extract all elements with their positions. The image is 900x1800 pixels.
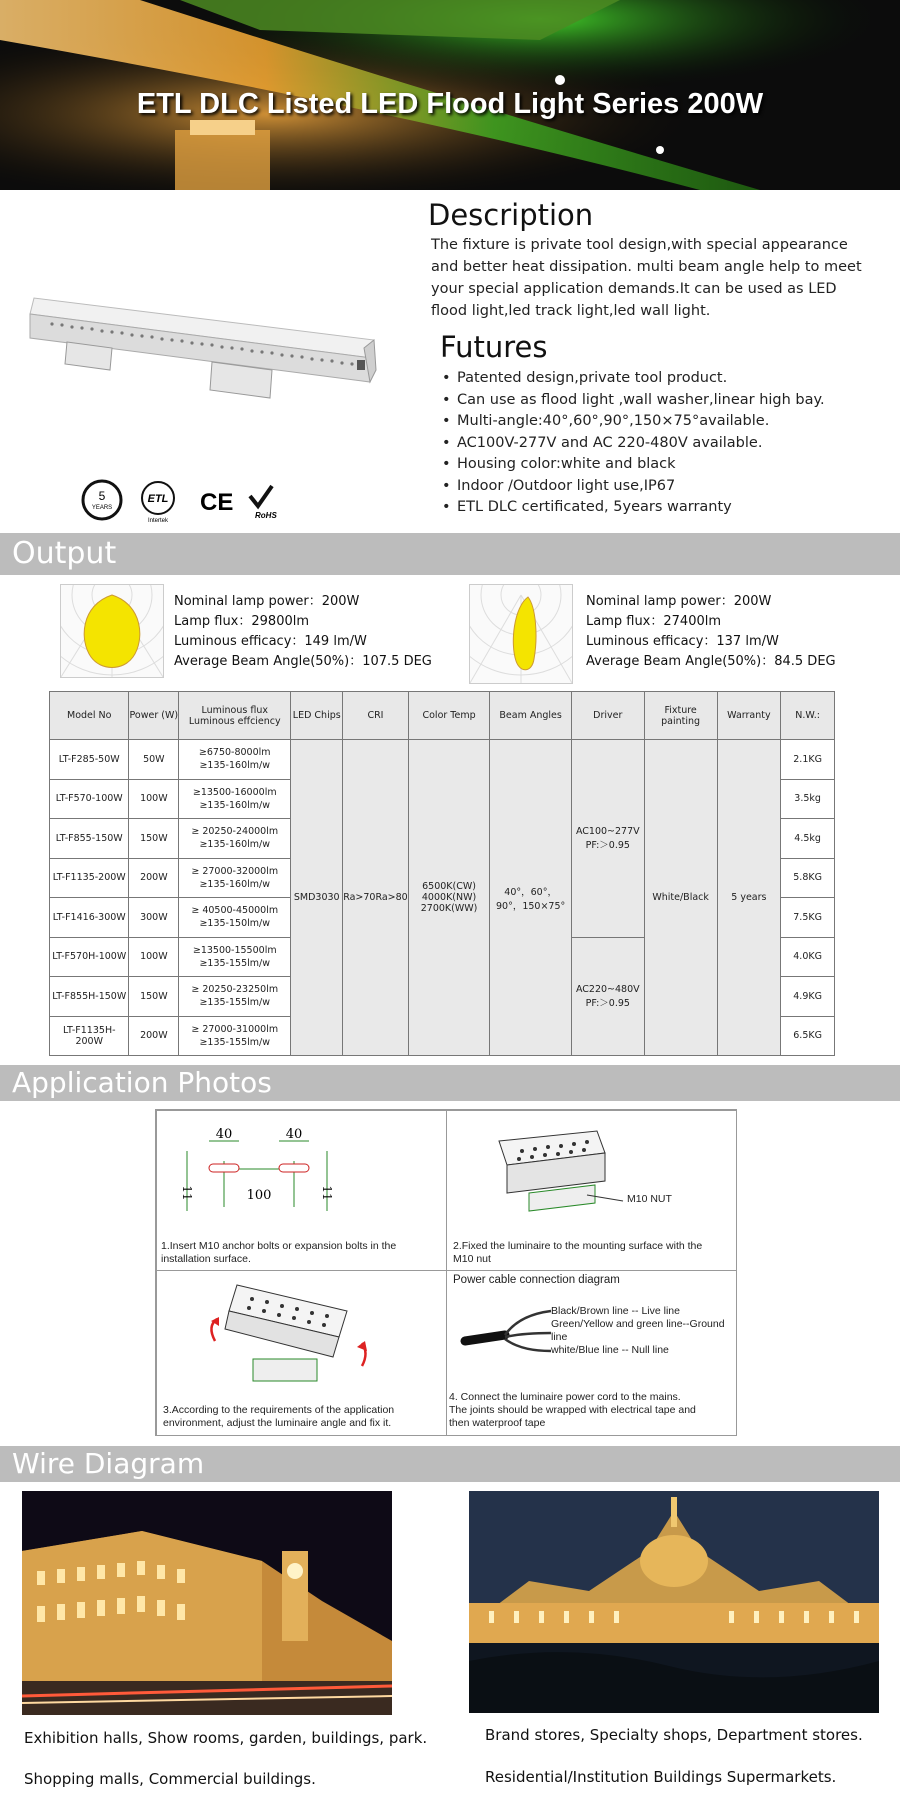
cell-flux: ≥ 27000-32000lm ≥135-160lm/w xyxy=(179,858,291,898)
futures-item: • AC100V-277V and AC 220-480V available. xyxy=(442,433,882,455)
installation-diagram-grid xyxy=(155,1109,737,1436)
cell-flux: ≥ 20250-24000lm ≥135-160lm/w xyxy=(179,819,291,859)
cell-flux: ≥ 27000-31000lm ≥135-155lm/w xyxy=(179,1016,291,1056)
cell-driver-a: AC100~277V PF:＞0.95 xyxy=(571,740,644,938)
mounted-luminaire-drawing xyxy=(447,1111,737,1236)
certification-logos xyxy=(80,478,300,528)
cell-model: LT-F570-100W xyxy=(50,779,129,819)
cell-flux: ≥13500-15500lm ≥135-155lm/w xyxy=(179,937,291,977)
description-text: The fixture is private tool design,with special appearance and better heat dissipation. multi beam angle help to meet your special application demands.It can be used as LED flood light,led track light,led wall light. xyxy=(431,237,862,319)
cell-weight: 6.5KG xyxy=(781,1016,835,1056)
wire-legend: Black/Brown line -- Live line Green/Yellow and green line--Ground line white/Blue line -- Null line xyxy=(551,1305,725,1356)
cell-model: LT-F570H-100W xyxy=(50,937,129,977)
m10-nut-label: M10 NUT xyxy=(627,1193,672,1205)
cell-model: LT-F285-50W xyxy=(50,740,129,780)
cell-weight: 4.9KG xyxy=(781,977,835,1017)
cell-weight: 4.0KG xyxy=(781,937,835,977)
cell-power: 150W xyxy=(129,819,179,859)
etl-logo-icon xyxy=(142,482,174,524)
install-step-2 xyxy=(446,1110,737,1271)
svg-text:100: 100 xyxy=(246,1188,272,1203)
futures-item: • ETL DLC certificated, 5years warranty xyxy=(442,497,882,519)
section-title-output: Output xyxy=(0,533,900,575)
cell-model: LT-F1416-300W xyxy=(50,898,129,938)
futures-list xyxy=(442,368,882,519)
cell-weight: 2.1KG xyxy=(781,740,835,780)
cell-flux: ≥ 40500-45000lm ≥135-150lm/w xyxy=(179,898,291,938)
cell-power: 200W xyxy=(129,858,179,898)
ce-mark-icon: CE xyxy=(200,489,234,516)
futures-item: • Housing color:white and black xyxy=(442,454,882,476)
cell-model: LT-F855-150W xyxy=(50,819,129,859)
output-specs-2 xyxy=(586,592,836,672)
header-painting: Fixture painting xyxy=(644,692,717,740)
futures-item: • Can use as flood light ,wall washer,linear high bay. xyxy=(442,390,882,412)
photo-right-caption-2: Residential/Institution Buildings Supermarkets. xyxy=(485,1768,837,1786)
hero-banner xyxy=(0,0,900,190)
step-1-caption: 1.Insert M10 anchor bolts or expansion bolts in the installation surface. xyxy=(161,1240,397,1265)
rohs-logo-icon xyxy=(250,486,277,520)
cell-flux: ≥6750-8000lm ≥135-160lm/w xyxy=(179,740,291,780)
power-cable-heading: Power cable connection diagram xyxy=(453,1274,620,1286)
step-2-caption: 2.Fixed the luminaire to the mounting surface with the M10 nut xyxy=(453,1240,703,1265)
header-cri: CRI xyxy=(343,692,409,740)
svg-text:YEARS: YEARS xyxy=(91,505,113,511)
nominal-power: Nominal lamp power：200W xyxy=(586,594,772,609)
futures-item: • Indoor /Outdoor light use,IP67 xyxy=(442,476,882,498)
luminous-efficacy: Luminous efficacy：137 lm/W xyxy=(586,634,779,649)
header-warranty: Warranty xyxy=(717,692,781,740)
section-title-wire: Wire Diagram xyxy=(0,1446,900,1482)
cell-driver-b: AC220~480V PF:＞0.95 xyxy=(571,937,644,1056)
angle-adjustment-drawing xyxy=(157,1271,447,1396)
futures-item: • Patented design,private tool product. xyxy=(442,368,882,390)
step-4-caption: 4. Connect the luminaire power cord to the mains. The joints should be wrapped with electrical tape and then waterproof tape xyxy=(449,1391,696,1429)
install-step-1 xyxy=(156,1110,447,1271)
cell-power: 100W xyxy=(129,779,179,819)
polar-distribution-diagram xyxy=(60,584,164,678)
svg-text:11: 11 xyxy=(180,1185,194,1201)
cell-cri: Ra>70Ra>80 xyxy=(343,740,409,1056)
cell-warranty: 5 years xyxy=(717,740,781,1056)
output-specs-1 xyxy=(174,592,432,672)
fixture-image xyxy=(22,290,382,420)
futures-title: Futures xyxy=(440,330,548,364)
beam-angle: Average Beam Angle(50%)：107.5 DEG xyxy=(174,654,432,669)
cell-flux: ≥13500-16000lm ≥135-160lm/w xyxy=(179,779,291,819)
cell-model: LT-F1135-200W xyxy=(50,858,129,898)
install-step-4 xyxy=(446,1270,737,1436)
svg-text:40: 40 xyxy=(215,1127,233,1142)
header-color-temp: Color Temp xyxy=(408,692,490,740)
cell-power: 300W xyxy=(129,898,179,938)
cell-model: LT-F855H-150W xyxy=(50,977,129,1017)
table-row xyxy=(50,740,835,780)
lamp-flux: Lamp flux：29800lm xyxy=(174,614,310,629)
photo-left-caption-1: Exhibition halls, Show rooms, garden, buildings, park. xyxy=(24,1729,428,1747)
polar-distribution-diagram xyxy=(469,584,573,684)
svg-text:40: 40 xyxy=(285,1127,303,1142)
cell-weight: 3.5kg xyxy=(781,779,835,819)
cell-power: 200W xyxy=(129,1016,179,1056)
section-title-application: Application Photos xyxy=(0,1065,900,1101)
hero-title: ETL DLC Listed LED Flood Light Series 200W xyxy=(136,88,764,120)
futures-item: • Multi-angle:40°,60°,90°,150×75°available. xyxy=(442,411,882,433)
install-step-3 xyxy=(156,1270,447,1436)
anchor-bolt-dimension-drawing xyxy=(157,1111,447,1231)
cell-power: 150W xyxy=(129,977,179,1017)
svg-text:11: 11 xyxy=(320,1185,334,1201)
cell-power: 50W xyxy=(129,740,179,780)
header-led-chips: LED Chips xyxy=(291,692,343,740)
cell-color-temp: 6500K(CW) 4000K(NW) 2700K(WW) xyxy=(408,740,490,1056)
cell-flux: ≥ 20250-23250lm ≥135-155lm/w xyxy=(179,977,291,1017)
cell-weight: 4.5kg xyxy=(781,819,835,859)
product-section xyxy=(0,190,900,530)
cell-power: 100W xyxy=(129,937,179,977)
cell-model: LT-F1135H-200W xyxy=(50,1016,129,1056)
luminous-efficacy: Luminous efficacy：149 lm/W xyxy=(174,634,367,649)
cell-beam-angles: 40°，60°， 90°，150×75° xyxy=(490,740,571,1056)
header-power: Power (W) xyxy=(129,692,179,740)
header-weight: N.W.: xyxy=(781,692,835,740)
header-driver: Driver xyxy=(571,692,644,740)
header-model: Model No xyxy=(50,692,129,740)
spec-table xyxy=(49,691,835,1056)
description-title: Description xyxy=(428,198,594,232)
beam-angle: Average Beam Angle(50%)：84.5 DEG xyxy=(586,654,836,669)
warranty-badge-icon xyxy=(83,481,121,519)
cell-weight: 5.8KG xyxy=(781,858,835,898)
table-header-row xyxy=(50,692,835,740)
cell-painting: White/Black xyxy=(644,740,717,1056)
photo-left-caption-2: Shopping malls, Commercial buildings. xyxy=(24,1770,316,1788)
nominal-power: Nominal lamp power：200W xyxy=(174,594,360,609)
photo-parliament-night xyxy=(469,1491,879,1713)
cell-weight: 7.5KG xyxy=(781,898,835,938)
svg-text:RoHS: RoHS xyxy=(255,511,277,520)
header-flux: Luminous flux Luminous effciency xyxy=(179,692,291,740)
svg-text:5: 5 xyxy=(98,489,106,503)
cell-led-chips: SMD3030 xyxy=(291,740,343,1056)
svg-text:ETL: ETL xyxy=(147,493,169,505)
photo-bund-buildings xyxy=(22,1491,392,1715)
photo-right-caption-1: Brand stores, Specialty shops, Department stores. xyxy=(485,1726,863,1744)
lamp-flux: Lamp flux：27400lm xyxy=(586,614,722,629)
step-3-caption: 3.According to the requirements of the application environment, adjust the luminaire angle and fix it. xyxy=(163,1404,395,1429)
svg-text:Intertek: Intertek xyxy=(147,518,169,524)
header-beam-angles: Beam Angles xyxy=(490,692,571,740)
